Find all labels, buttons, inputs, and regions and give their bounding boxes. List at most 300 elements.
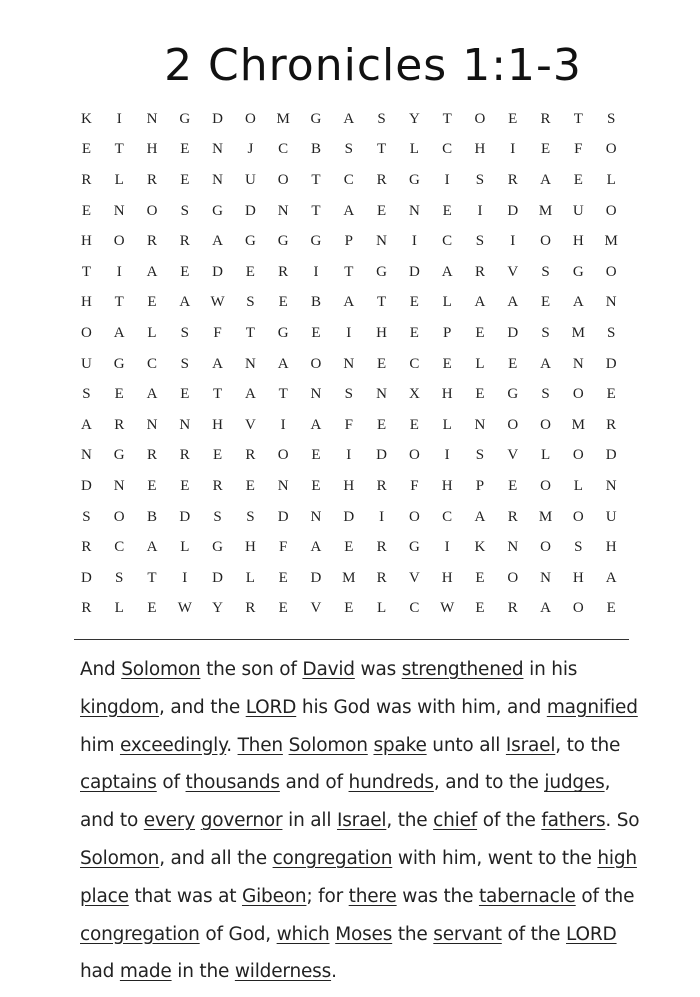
grid-letter: R: [376, 477, 387, 494]
grid-letter: U: [605, 508, 617, 525]
grid-letter: E: [508, 110, 518, 127]
hidden-word: thousands: [185, 772, 280, 794]
scripture-passage: [80, 651, 640, 991]
hidden-word: tabernacle: [478, 885, 576, 907]
passage-text: with him, went to the: [392, 847, 598, 869]
grid-letter: O: [572, 447, 584, 464]
grid-letter: A: [310, 416, 322, 433]
grid-row: [70, 379, 628, 410]
grid-letter: F: [279, 539, 288, 556]
grid-letter: T: [344, 263, 354, 280]
grid-letter: A: [179, 294, 191, 311]
grid-letter: E: [475, 324, 485, 341]
grid-row: [70, 594, 628, 625]
grid-letter: D: [277, 508, 289, 525]
grid-letter: D: [80, 569, 92, 586]
grid-letter: L: [475, 355, 485, 372]
grid-letter: H: [244, 539, 256, 556]
grid-letter: H: [343, 477, 355, 494]
passage-text: him: [80, 734, 120, 756]
grid-letter: N: [179, 416, 191, 433]
grid-letter: S: [574, 539, 583, 556]
passage-text: was the: [396, 885, 479, 907]
passage-text: , and the: [159, 696, 246, 718]
hidden-word: Israel: [336, 810, 387, 832]
word-search-grid: [70, 104, 628, 624]
grid-row: [70, 410, 628, 441]
grid-letter: S: [606, 324, 616, 341]
grid-letter: N: [605, 477, 617, 494]
grid-letter: H: [605, 539, 617, 556]
grid-letter: O: [507, 416, 519, 433]
grid-letter: S: [377, 110, 386, 127]
grid-letter: I: [510, 233, 516, 250]
passage-text: , and to: [80, 772, 611, 832]
grid-letter: R: [474, 263, 485, 280]
grid-row: [70, 563, 628, 594]
grid-letter: E: [81, 141, 91, 158]
grid-letter: R: [245, 447, 256, 464]
grid-letter: I: [510, 141, 516, 158]
grid-letter: R: [179, 233, 190, 250]
grid-letter: R: [114, 416, 125, 433]
grid-letter: O: [408, 508, 420, 525]
grid-letter: S: [213, 508, 222, 525]
hidden-word: magnified: [546, 696, 638, 718]
passage-text: of God,: [199, 923, 277, 945]
hidden-word: congregation: [272, 847, 393, 869]
hidden-word: high: [597, 847, 637, 869]
grid-letter: E: [147, 600, 157, 617]
passage-text: that was at: [128, 885, 242, 907]
grid-letter: R: [507, 171, 518, 188]
grid-letter: R: [606, 416, 617, 433]
grid-letter: E: [180, 141, 190, 158]
grid-letter: N: [146, 110, 158, 127]
grid-letter: N: [212, 171, 223, 188]
grid-letter: A: [540, 171, 551, 188]
grid-letter: E: [409, 324, 419, 341]
grid-letter: E: [376, 355, 387, 372]
passage-text: , and all the: [159, 847, 273, 869]
grid-letter: A: [474, 294, 486, 311]
hidden-word: made: [119, 961, 172, 983]
grid-letter: T: [245, 324, 255, 341]
grid-letter: T: [278, 386, 288, 403]
grid-letter: W: [210, 294, 225, 311]
grid-letter: A: [146, 263, 158, 280]
grid-letter: G: [310, 110, 322, 127]
grid-row: [70, 135, 628, 166]
grid-letter: H: [572, 233, 584, 250]
grid-letter: L: [147, 324, 157, 341]
grid-letter: H: [80, 233, 92, 250]
grid-letter: D: [376, 447, 387, 464]
grid-letter: E: [442, 202, 452, 219]
grid-letter: L: [409, 141, 419, 158]
hidden-word: congregation: [80, 923, 200, 945]
passage-text: in all: [282, 810, 337, 832]
grid-letter: T: [376, 141, 387, 158]
grid-letter: O: [80, 324, 92, 341]
grid-letter: E: [409, 416, 419, 433]
grid-letter: A: [605, 569, 617, 586]
grid-letter: N: [212, 141, 223, 158]
grid-letter: L: [376, 600, 387, 617]
grid-letter: I: [379, 508, 385, 525]
grid-row: [70, 196, 628, 227]
grid-letter: M: [571, 324, 586, 341]
grid-letter: E: [508, 477, 518, 494]
grid-letter: H: [441, 569, 453, 586]
grid-letter: A: [244, 386, 256, 403]
grid-letter: A: [572, 294, 584, 311]
grid-letter: G: [310, 233, 322, 250]
hidden-word: LORD: [245, 696, 297, 718]
grid-letter: M: [604, 233, 618, 250]
hidden-word: governor: [200, 810, 283, 832]
grid-letter: I: [411, 233, 417, 250]
hidden-word: Solomon: [80, 847, 160, 869]
hidden-word: servant: [433, 923, 502, 945]
grid-letter: O: [113, 233, 125, 250]
grid-letter: D: [408, 263, 420, 280]
hidden-word: Solomon: [288, 734, 368, 756]
grid-letter: R: [146, 447, 157, 464]
grid-letter: E: [606, 600, 616, 617]
grid-letter: S: [475, 171, 485, 188]
grid-letter: A: [113, 324, 125, 341]
grid-letter: M: [571, 416, 586, 433]
grid-letter: A: [507, 294, 519, 311]
grid-letter: T: [573, 110, 583, 127]
grid-letter: T: [311, 202, 321, 219]
hidden-word: judges: [544, 772, 605, 794]
grid-letter: A: [441, 263, 453, 280]
grid-letter: A: [212, 355, 223, 372]
grid-letter: O: [540, 416, 551, 433]
grid-letter: I: [346, 447, 352, 464]
grid-letter: L: [540, 447, 551, 464]
grid-letter: P: [344, 233, 353, 250]
grid-letter: E: [180, 386, 190, 403]
hidden-word: LORD: [566, 923, 617, 945]
grid-letter: V: [507, 447, 519, 464]
grid-row: [70, 288, 628, 319]
grid-letter: O: [507, 569, 519, 586]
grid-letter: H: [441, 386, 453, 403]
hidden-word: Moses: [335, 923, 393, 945]
passage-text: .: [226, 734, 238, 756]
grid-letter: I: [116, 263, 122, 280]
grid-row: [70, 104, 628, 135]
grid-letter: G: [113, 355, 125, 372]
grid-letter: L: [180, 539, 190, 556]
grid-letter: M: [538, 508, 553, 525]
grid-letter: N: [408, 202, 420, 219]
grid-letter: E: [475, 600, 485, 617]
hidden-word: every: [143, 810, 196, 832]
grid-letter: N: [343, 355, 355, 372]
grid-letter: A: [540, 600, 551, 617]
grid-letter: O: [605, 263, 617, 280]
grid-letter: E: [376, 202, 387, 219]
grid-letter: G: [179, 110, 191, 127]
grid-letter: C: [409, 355, 420, 372]
grid-letter: V: [408, 569, 420, 586]
grid-letter: K: [474, 539, 486, 556]
grid-letter: E: [213, 447, 223, 464]
passage-text: ; for: [306, 885, 349, 907]
grid-letter: J: [247, 141, 254, 158]
grid-letter: T: [147, 569, 157, 586]
passage-text: in his: [523, 659, 578, 680]
grid-letter: D: [507, 202, 519, 219]
grid-letter: R: [146, 171, 157, 188]
hidden-word: hundreds: [348, 772, 434, 794]
grid-letter: H: [376, 324, 387, 341]
grid-letter: I: [313, 263, 319, 280]
grid-letter: O: [540, 539, 551, 556]
hidden-word: there: [348, 885, 397, 907]
grid-letter: S: [475, 447, 485, 464]
grid-letter: H: [441, 477, 453, 494]
passage-text: of the: [501, 923, 567, 945]
grid-letter: E: [147, 477, 157, 494]
grid-letter: P: [475, 477, 485, 494]
grid-letter: I: [444, 447, 450, 464]
grid-letter: E: [147, 294, 157, 311]
hidden-word: chief: [433, 810, 478, 832]
grid-letter: A: [343, 294, 355, 311]
hidden-word: Solomon: [121, 659, 201, 680]
grid-letter: G: [277, 324, 289, 341]
grid-row: [70, 502, 628, 533]
hidden-word: captains: [80, 772, 157, 794]
grid-letter: E: [442, 355, 452, 372]
grid-letter: F: [574, 141, 583, 158]
grid-letter: C: [442, 233, 453, 250]
grid-letter: S: [246, 294, 255, 311]
grid-letter: O: [277, 447, 289, 464]
grid-letter: E: [409, 294, 419, 311]
hidden-word: exceedingly: [119, 734, 227, 756]
grid-letter: G: [507, 386, 519, 403]
grid-letter: D: [605, 355, 617, 372]
passage-text: of the: [477, 810, 542, 832]
grid-letter: N: [80, 447, 92, 464]
grid-letter: T: [376, 294, 387, 311]
grid-letter: D: [179, 508, 191, 525]
passage-text: .: [331, 961, 337, 983]
grid-letter: S: [606, 110, 616, 127]
grid-letter: S: [344, 386, 353, 403]
grid-letter: D: [343, 508, 355, 525]
grid-letter: S: [475, 233, 485, 250]
passage-text: had: [80, 961, 120, 983]
grid-letter: W: [440, 600, 455, 617]
grid-letter: N: [277, 477, 289, 494]
grid-letter: O: [408, 447, 420, 464]
grid-letter: N: [310, 508, 322, 525]
grid-letter: R: [540, 110, 551, 127]
divider: [74, 639, 629, 640]
grid-letter: A: [146, 539, 158, 556]
grid-letter: R: [81, 600, 92, 617]
grid-letter: M: [342, 569, 356, 586]
grid-letter: E: [344, 539, 354, 556]
grid-letter: T: [311, 171, 321, 188]
grid-letter: D: [244, 202, 256, 219]
grid-letter: P: [442, 324, 452, 341]
grid-letter: R: [212, 477, 223, 494]
grid-letter: E: [376, 416, 387, 433]
grid-row: [70, 532, 628, 563]
grid-letter: C: [442, 508, 453, 525]
grid-letter: I: [444, 539, 450, 556]
page-title: 2 Chronicles 1:1-3: [164, 40, 582, 91]
grid-letter: L: [442, 416, 452, 433]
grid-letter: R: [507, 508, 518, 525]
grid-letter: N: [376, 386, 387, 403]
passage-text: the son of: [200, 659, 303, 680]
grid-letter: E: [278, 600, 288, 617]
grid-letter: E: [475, 569, 485, 586]
grid-letter: E: [508, 355, 518, 372]
grid-letter: F: [213, 324, 222, 341]
grid-letter: R: [278, 263, 289, 280]
grid-letter: R: [179, 447, 190, 464]
grid-letter: G: [212, 539, 223, 556]
grid-letter: T: [114, 141, 124, 158]
grid-letter: U: [80, 355, 92, 372]
grid-letter: O: [605, 202, 617, 219]
grid-row: [70, 165, 628, 196]
grid-row: [70, 318, 628, 349]
grid-letter: A: [343, 110, 355, 127]
grid-letter: E: [573, 171, 583, 188]
grid-letter: K: [80, 110, 92, 127]
grid-letter: B: [310, 141, 321, 158]
grid-letter: R: [507, 600, 518, 617]
grid-letter: O: [474, 110, 486, 127]
grid-letter: S: [541, 263, 550, 280]
grid-letter: D: [212, 569, 223, 586]
grid-letter: O: [605, 141, 617, 158]
grid-letter: D: [507, 324, 519, 341]
grid-letter: D: [212, 110, 223, 127]
grid-letter: C: [278, 141, 289, 158]
grid-letter: D: [605, 447, 617, 464]
grid-letter: E: [180, 171, 190, 188]
grid-letter: I: [182, 569, 188, 586]
grid-letter: N: [113, 202, 125, 219]
grid-letter: E: [180, 263, 190, 280]
grid-letter: S: [180, 202, 189, 219]
grid-letter: I: [477, 202, 483, 219]
hidden-word: David: [302, 659, 355, 680]
grid-row: [70, 349, 628, 380]
grid-letter: N: [244, 355, 256, 372]
grid-letter: H: [572, 569, 584, 586]
grid-letter: I: [346, 324, 352, 341]
grid-letter: G: [572, 263, 584, 280]
grid-row: [70, 257, 628, 288]
hidden-word: spake: [373, 734, 427, 756]
grid-letter: E: [114, 386, 124, 403]
grid-letter: B: [146, 508, 157, 525]
grid-letter: R: [376, 569, 387, 586]
passage-text: , to the: [555, 734, 621, 756]
grid-letter: T: [114, 294, 124, 311]
grid-letter: C: [146, 355, 157, 372]
grid-letter: G: [376, 263, 387, 280]
grid-letter: N: [146, 416, 158, 433]
grid-letter: D: [80, 477, 92, 494]
grid-letter: W: [177, 600, 192, 617]
grid-letter: E: [245, 477, 255, 494]
grid-letter: V: [310, 600, 322, 617]
hidden-word: wilderness: [234, 961, 332, 983]
grid-letter: A: [343, 202, 355, 219]
grid-letter: O: [572, 386, 584, 403]
grid-letter: G: [408, 539, 420, 556]
grid-letter: S: [344, 141, 353, 158]
grid-letter: A: [310, 539, 322, 556]
grid-letter: L: [606, 171, 616, 188]
grid-letter: R: [81, 171, 92, 188]
hidden-word: Gibeon: [241, 885, 307, 907]
passage-text: of the: [575, 885, 635, 907]
grid-letter: T: [81, 263, 91, 280]
grid-letter: E: [245, 263, 255, 280]
passage-text: was: [354, 659, 402, 680]
grid-letter: R: [146, 233, 157, 250]
grid-letter: C: [114, 539, 125, 556]
grid-letter: E: [344, 600, 354, 617]
grid-letter: R: [376, 171, 387, 188]
grid-letter: M: [276, 110, 290, 127]
grid-letter: L: [245, 569, 255, 586]
hidden-word: place: [80, 885, 129, 907]
grid-letter: O: [244, 110, 256, 127]
grid-letter: X: [408, 386, 420, 403]
hidden-word: strengthened: [401, 659, 524, 680]
grid-letter: B: [310, 294, 321, 311]
grid-letter: N: [507, 539, 519, 556]
grid-letter: L: [442, 294, 452, 311]
grid-letter: S: [115, 569, 124, 586]
grid-letter: G: [113, 447, 125, 464]
passage-text: in the: [171, 961, 235, 983]
grid-letter: O: [146, 202, 158, 219]
grid-letter: C: [442, 141, 453, 158]
passage-text: and of: [279, 772, 349, 794]
grid-letter: O: [572, 600, 584, 617]
grid-letter: S: [82, 386, 91, 403]
passage-text: the: [392, 923, 434, 945]
grid-letter: N: [310, 386, 322, 403]
grid-letter: S: [180, 355, 189, 372]
passage-text: And: [80, 659, 122, 680]
grid-letter: E: [278, 294, 288, 311]
hidden-word: Israel: [505, 734, 556, 756]
hidden-word: which: [276, 923, 330, 945]
grid-letter: U: [244, 171, 256, 188]
grid-letter: A: [474, 508, 486, 525]
grid-letter: I: [280, 416, 286, 433]
grid-letter: A: [540, 355, 551, 372]
